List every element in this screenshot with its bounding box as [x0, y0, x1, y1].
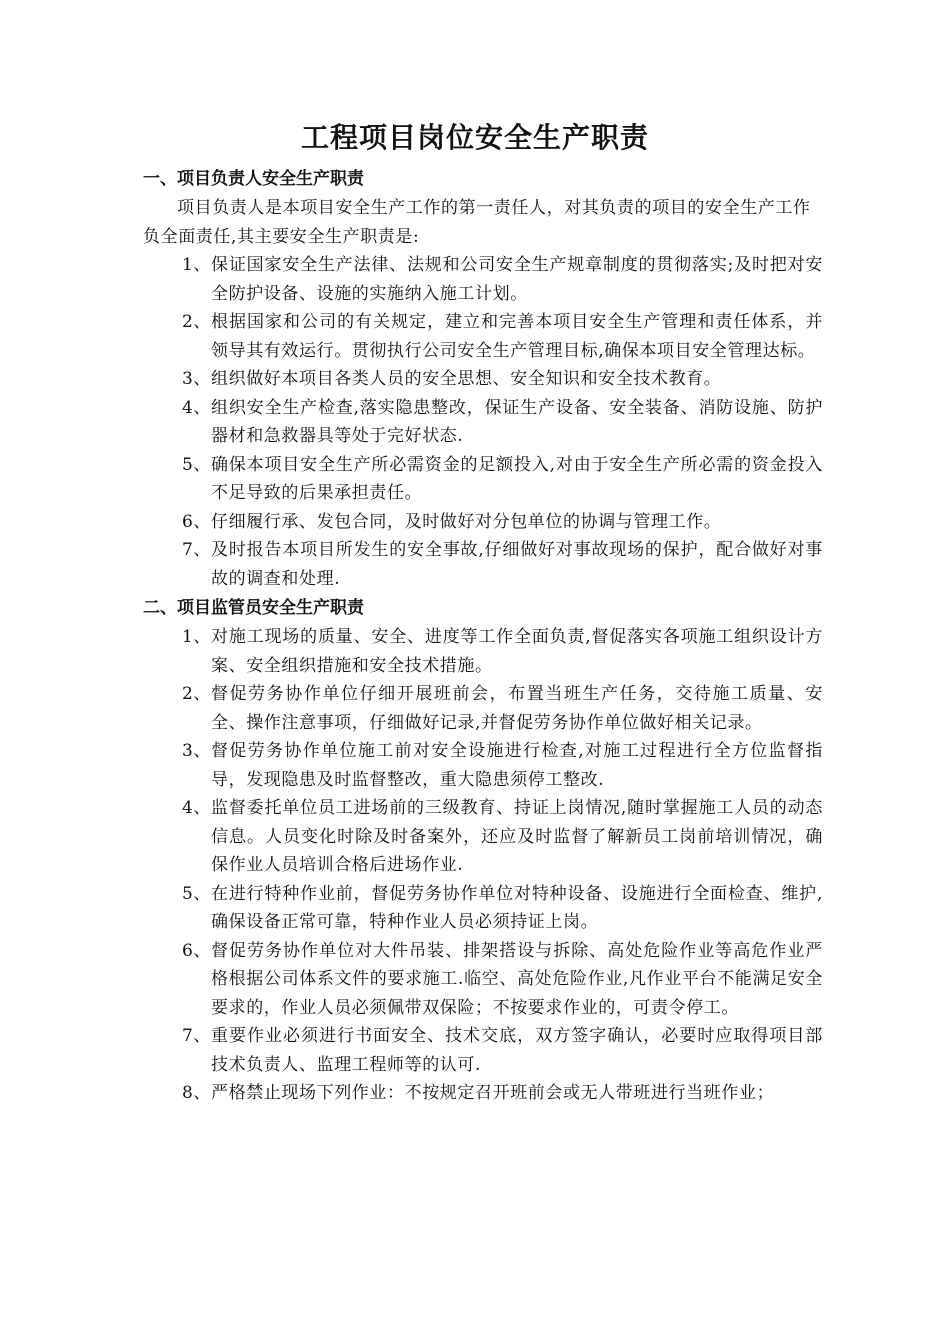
list-item-text: 及时报告本项目所发生的安全事故,仔细做好对事故现场的保护，配合做好对事故的调查和处理.: [211, 540, 823, 589]
list-item: [143, 1079, 823, 1108]
list-item: [143, 536, 823, 593]
list-item: [143, 937, 823, 1023]
list-item-text: 在进行特种作业前，督促劳务协作单位对特种设备、设施进行全面检查、维护,确保设备正常可靠，特种作业人员必须持证上岗。: [211, 883, 823, 932]
list-item-number: 8、: [181, 1083, 211, 1103]
section-list-2: [143, 623, 823, 1108]
list-item-text: 监督委托单位员工进场前的三级教育、持证上岗情况,随时掌握施工人员的动态信息。人员变化时除及时备案外，还应及时监督了解新员工岗前培训情况，确保作业人员培训合格后进场作业.: [211, 798, 823, 875]
list-item-number: 2、: [181, 684, 211, 704]
list-item-number: 2、: [181, 312, 211, 332]
list-item-text: 重要作业必须进行书面安全、技术交底，双方签字确认，必要时应取得项目部技术负责人、监理工程师等的认可.: [211, 1026, 823, 1075]
list-item-number: 5、: [181, 454, 211, 475]
document-body: [143, 164, 823, 1108]
list-item-text: 督促劳务协作单位施工前对安全设施进行检查,对施工过程进行全方位监督指导，发现隐患及时监督整改，重大隐患须停工整改.: [211, 741, 823, 790]
list-item: [143, 451, 823, 508]
list-item-number: 6、: [181, 511, 211, 532]
list-item-number: 6、: [181, 940, 211, 961]
list-item-number: 4、: [181, 798, 211, 818]
list-item-text: 督促劳务协作单位仔细开展班前会，布置当班生产任务，交待施工质量、安全、操作注意事项，仔细做好记录,并督促劳务协作单位做好相关记录。: [211, 684, 823, 733]
list-item-number: 1、: [181, 627, 211, 647]
list-item: [143, 794, 823, 880]
list-item-number: 4、: [181, 397, 211, 418]
list-item: [143, 308, 823, 365]
list-item-text: 组织做好本项目各类人员的安全思想、安全知识和安全技术教育。: [211, 369, 722, 389]
list-item: [143, 623, 823, 680]
list-item: [143, 1022, 823, 1079]
list-item-number: 7、: [181, 540, 211, 560]
list-item-text: 严格禁止现场下列作业：不按规定召开班前会或无人带班进行当班作业；: [211, 1083, 775, 1103]
list-item: [143, 251, 823, 308]
section-heading-1: 一、项目负责人安全生产职责: [143, 169, 364, 189]
page-title: 工程项目岗位安全生产职责: [300, 121, 649, 154]
list-item: [143, 880, 823, 937]
list-item-text: 确保本项目安全生产所必需资金的足额投入,对由于安全生产所必需的资金投入不足导致的后果承担责任。: [211, 454, 823, 503]
list-item-number: 3、: [181, 741, 211, 761]
list-item-number: 5、: [181, 883, 211, 904]
list-item: [143, 737, 823, 794]
list-item-text: 组织安全生产检查,落实隐患整改，保证生产设备、安全装备、消防设施、防护器材和急救器具等处于完好状态.: [211, 397, 823, 446]
section-list-1: [143, 251, 823, 593]
list-item-text: 督促劳务协作单位对大件吊装、排架搭设与拆除、高处危险作业等高危作业严格根据公司体系文件的要求施工.临空、高处危险作业,凡作业平台不能满足安全要求的，作业人员必须佩带双保险；不按要求作业的，可责令停工。: [211, 940, 823, 1018]
list-item-number: 1、: [181, 255, 211, 275]
list-item-text: 根据国家和公司的有关规定，建立和完善本项目安全生产管理和责任体系，并领导其有效运行。贯彻执行公司安全生产管理目标,确保本项目安全管理达标。: [211, 312, 823, 361]
list-item-number: 7、: [181, 1026, 211, 1046]
section-heading-2: 二、项目监管员安全生产职责: [143, 598, 364, 618]
section-intro-1: 项目负责人是本项目安全生产工作的第一责任人，对其负责的项目的安全生产工作负全面责任,其主要安全生产职责是:: [143, 198, 811, 247]
list-item-text: 仔细履行承、发包合同，及时做好对分包单位的协调与管理工作。: [211, 511, 722, 532]
list-item: [143, 365, 823, 394]
list-item-text: 对施工现场的质量、安全、进度等工作全面负责,督促落实各项施工组织设计方案、安全组织措施和安全技术措施。: [211, 627, 823, 676]
list-item-text: 保证国家安全生产法律、法规和公司安全生产规章制度的贯彻落实;及时把对安全防护设备、设施的实施纳入施工计划。: [211, 255, 823, 304]
list-item-number: 3、: [181, 369, 211, 389]
list-item: [143, 394, 823, 451]
list-item: [143, 508, 823, 537]
list-item: [143, 680, 823, 737]
